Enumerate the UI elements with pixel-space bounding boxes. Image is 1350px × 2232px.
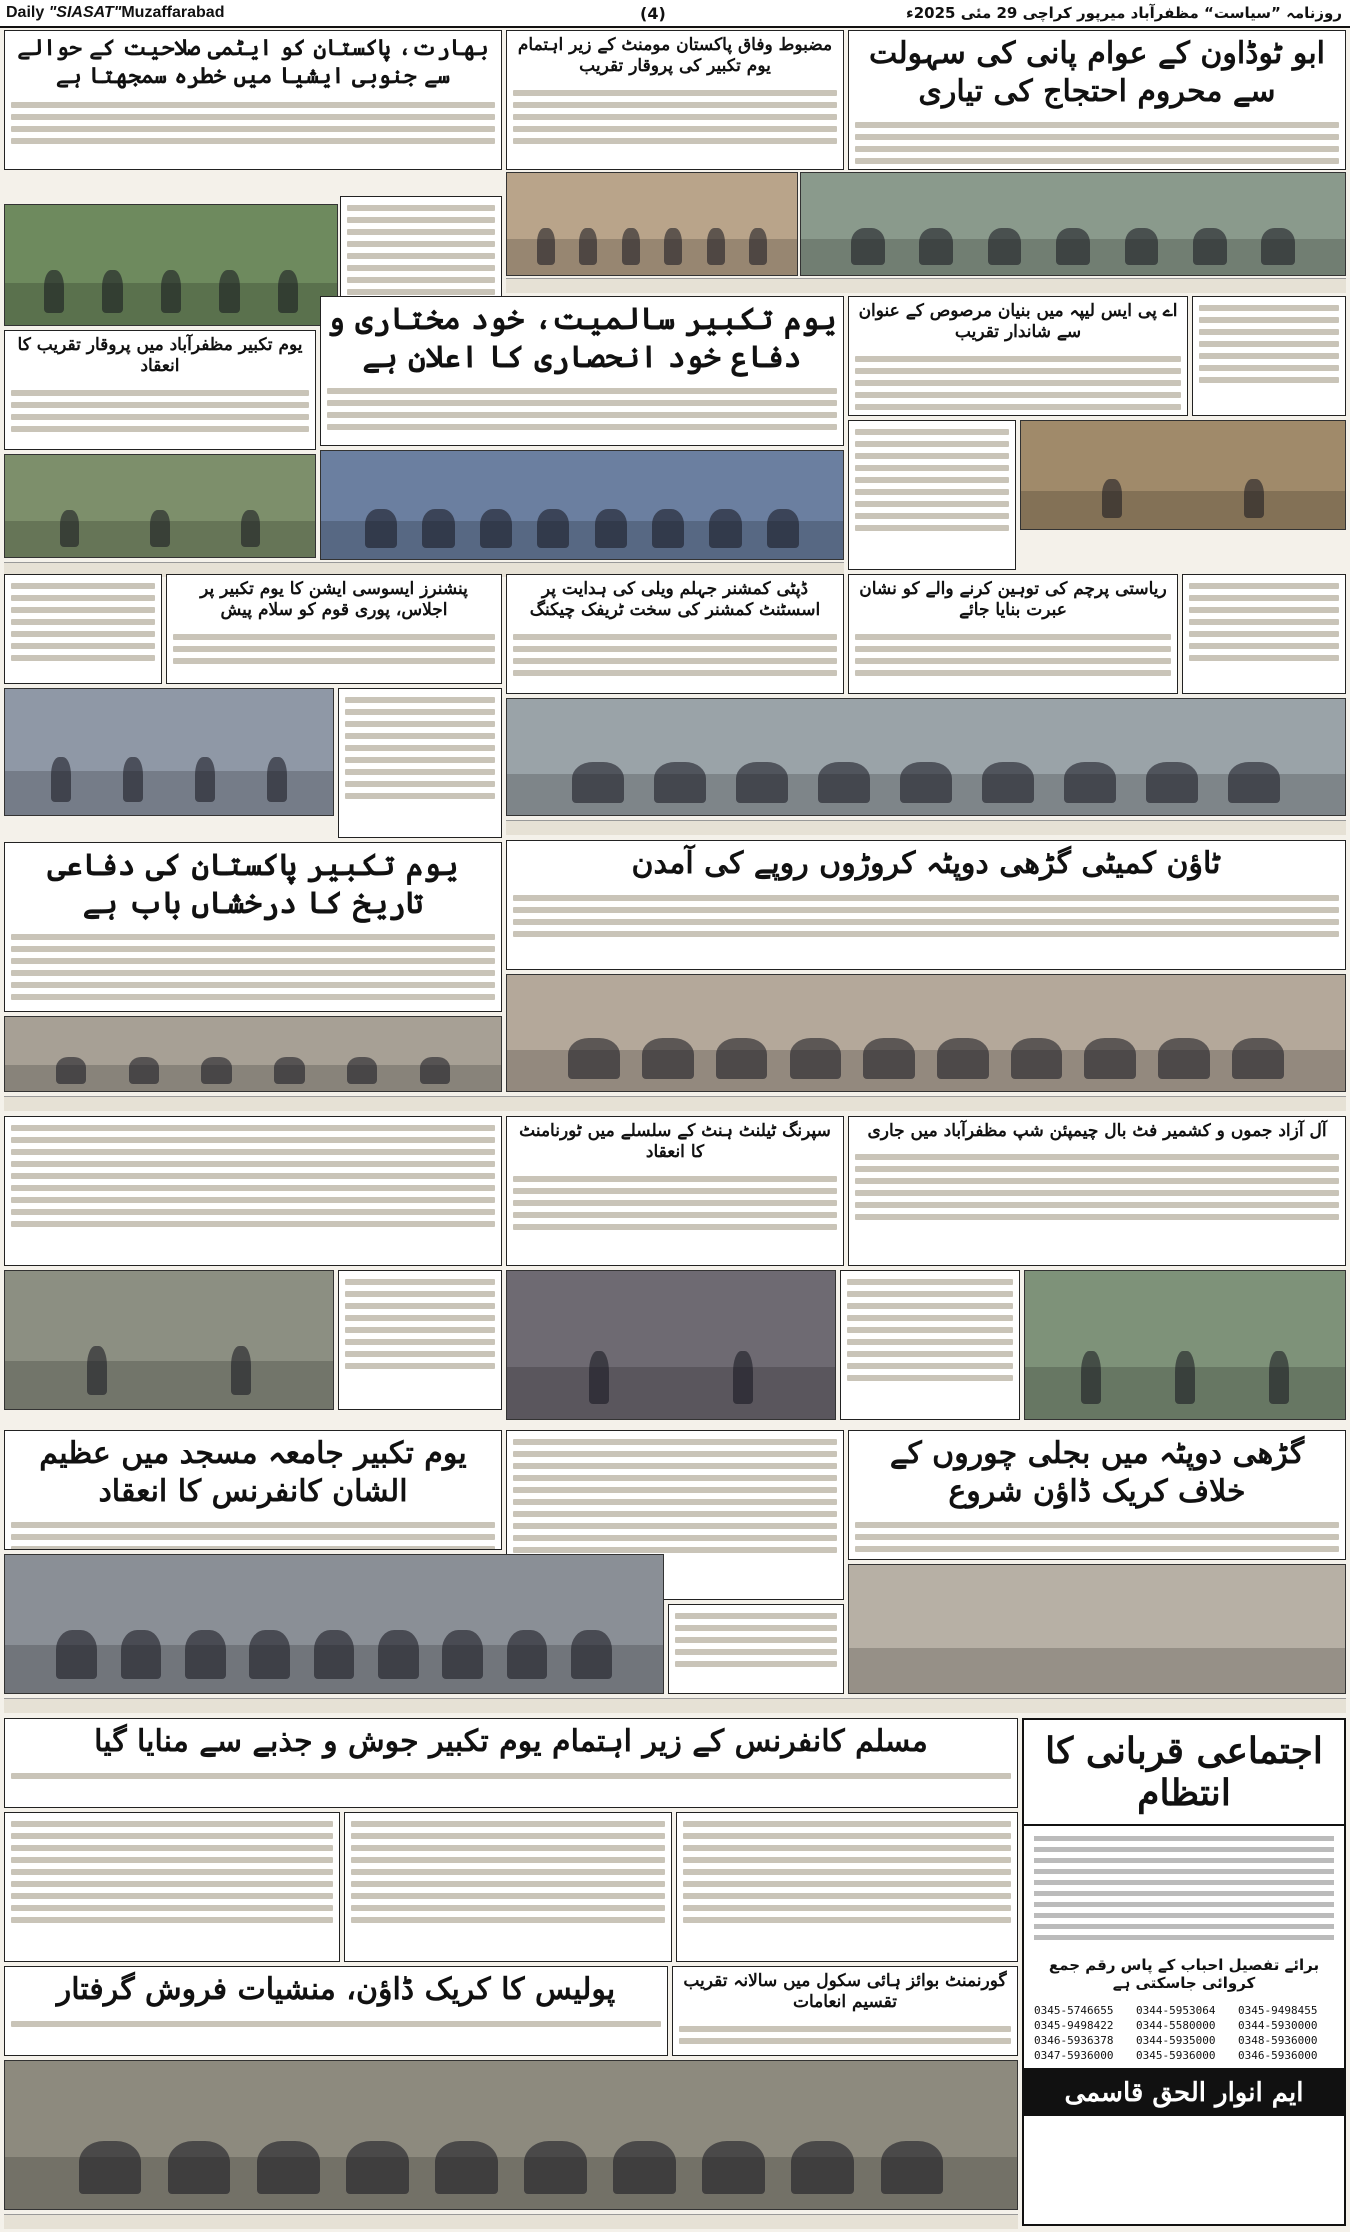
story-brief-c5b [840,1270,1020,1420]
ad-phone: 0346-5936378 [1034,2034,1114,2047]
photo-men-outdoors [4,454,316,558]
ad-signature: ایم انوار الحق قاسمی [1024,2068,1344,2116]
photo-electric-meter [848,1564,1346,1694]
photo-office-visit [4,688,334,816]
photo-outdoor-group [4,204,338,326]
page-number: (4) [640,4,666,23]
photo-meeting-hall [800,172,1346,276]
ad-phone: 0346-5936000 [1238,2049,1318,2062]
story-aps-leepa: اے پی ایس لیپہ میں بنیان مرصوص کے عنوان سے شاندار تقریب [848,296,1188,416]
story-brief-c7 [344,1812,672,1962]
ad-title: اجتماعی قربانی کا انتظام [1024,1720,1344,1826]
story-brief-l7 [4,1812,340,1962]
story-traffic-checking: ڈپٹی کمشنر جہلم ویلی کی ہدایت پر اسسٹنٹ کمشنر کی سخت ٹریفک چیکنگ [506,574,844,694]
story-brief-c6b [668,1604,844,1694]
ad-phone: 0344-5953064 [1136,2004,1216,2017]
ad-phone-list [1024,1998,1344,2068]
story-water-shortage: ابو ٹوڈاون کے عوام پانی کی سہولت سے محروم احتجاج کی تیاری [848,30,1346,170]
story-brief-r3 [1182,574,1346,694]
story-police-crackdown: پولیس کا کریک ڈاؤن، منشیات فروش گرفتار [4,1966,668,2056]
masthead-left: Daily "SIASAT"Muzaffarabad [6,4,225,21]
story-brief-c7b [676,1812,1018,1962]
photo-two-men [506,1270,836,1420]
story-brief-l5 [4,1116,502,1266]
story-brief-l3 [4,574,162,684]
ad-phone: 0345-9498455 [1238,2004,1318,2017]
photo-bottom-gatherings [4,2060,1018,2210]
story-takbeer-ceremony: مضبوط وفاق پاکستان مومنٹ کے زیر اہتمام یوم تکبیر کی پروقار تقریب [506,30,844,170]
photo-seminar-panel [506,974,1346,1092]
story-flag-insult: ریاستی پرچم کی توہین کرنے والے کو نشان عبرت بنایا جائے [848,574,1178,694]
ad-phone: 0345-9498422 [1034,2019,1114,2032]
ad-phone: 0344-5935000 [1136,2034,1216,2047]
photo-guard-parade [506,172,798,276]
photo-caption-row4 [4,1096,1346,1111]
photo-caption-row3 [506,820,1346,835]
brand-name: "SIASAT" [48,4,122,21]
story-conference: یوم تکبیر جامعہ مسجد میں عظیم الشان کانفرنس کا انعقاد [4,1430,502,1550]
ad-phone: 0348-5936000 [1238,2034,1318,2047]
masthead [0,0,1350,28]
photo-caption-row6 [4,1698,1346,1713]
story-defence-history: یوم تکبیر پاکستان کی دفاعی تاریخ کا درخشاں باب ہے [4,842,502,1012]
masthead-date-line: روزنامہ ”سیاست“ مظفرآباد میرپور کراچی 29 مئی 2025ء [906,4,1342,22]
story-brief-c3 [338,688,502,838]
ad-subtitle: برائے تفصیل احباب کے پاس رقم جمع کروائی جاسکتی ہے [1048,1956,1320,1992]
story-town-committee: ٹاؤن کمیٹی گڑھی دوپٹہ کروڑوں روپے کی آمدن [506,840,1346,970]
story-power-theft: گڑھی دوپٹہ میں بجلی چوروں کے خلاف کریک ڈاؤن شروع [848,1430,1346,1560]
photo-office-desk [4,1270,334,1410]
story-muslim-conference: مسلم کانفرنس کے زیر اہتمام یوم تکبیر جوش و جذبے سے منایا گیا [4,1718,1018,1808]
story-india-threat: بھارت، پاکستان کو ایٹمی صلاحیت کے حوالے سے جنوبی ایشیا میں خطرہ سمجھتا ہے [4,30,502,170]
story-muzaffarabad-ceremony: یوم تکبیر مظفرآباد میں پروقار تقریب کا انعقاد [4,330,316,450]
advertisement-qurbani [1022,1718,1346,2226]
story-brief-c5 [338,1270,502,1410]
story-football-championship: آل آزاد جموں و کشمیر فٹ بال چیمپئن شپ مظفرآباد میں جاری [848,1116,1346,1266]
photo-students-assembly [320,450,844,560]
photo-rally [4,1554,664,1694]
story-brief-right [1192,296,1346,416]
story-sovereignty: یوم تکبیر سالمیت، خود مختاری و دفاع خود انحصاری کا اعلان ہے [320,296,844,446]
photo-officials-seated [1020,420,1346,530]
ad-phone: 0345-5936000 [1136,2049,1216,2062]
ad-phone: 0347-5936000 [1034,2049,1114,2062]
story-school-prize: گورنمنٹ بوائز ہائی سکول میں سالانہ تقریب تقسیم انعامات [672,1966,1018,2056]
ad-phone: 0344-5580000 [1136,2019,1216,2032]
photo-caption-row1 [506,278,1346,293]
ad-phone: 0345-5746655 [1034,2004,1114,2017]
story-pensioners: پنشنرز ایسوسی ایشن کا یوم تکبیر پر اجلاس، پوری قوم کو سلام پیش [166,574,502,684]
ad-phone: 0344-5930000 [1238,2019,1318,2032]
photo-inspection [1024,1270,1346,1420]
story-talent-hunt: سپرنگ ٹیلنٹ ہنٹ کے سلسلے میں ٹورنامنٹ کا انعقاد [506,1116,844,1266]
photo-panel-speakers [4,1016,502,1092]
photo-religious-gathering [506,698,1346,816]
photo-caption-bottom [4,2214,1018,2229]
story-brief-mid [848,420,1016,570]
